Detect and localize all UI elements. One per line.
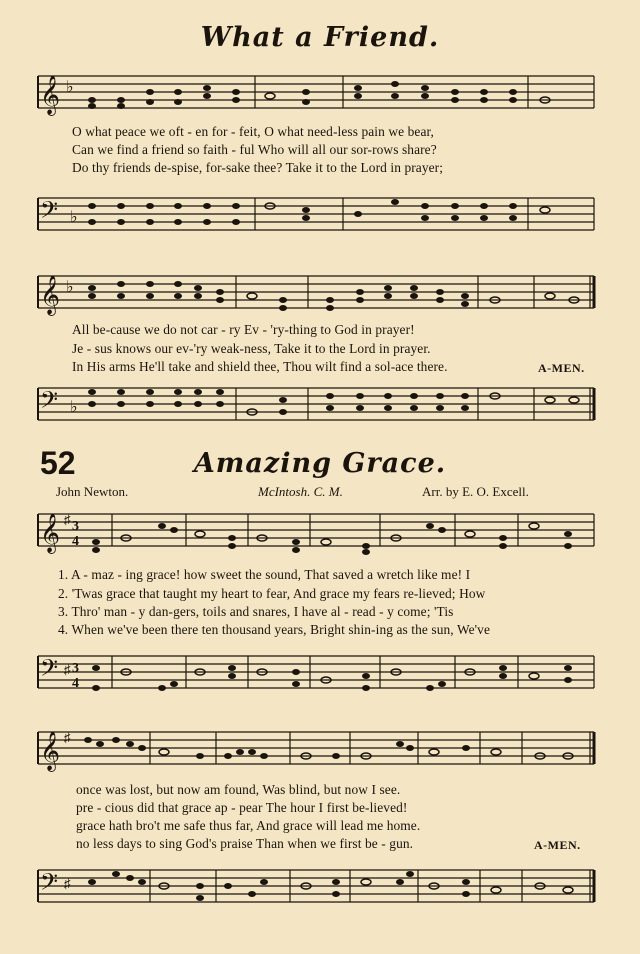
hymn-number: 52 xyxy=(40,445,76,481)
lyric-line: Can we find a friend so faith - ful Who will all our sor-rows share? xyxy=(72,142,437,157)
svg-text:𝄢: 𝄢 xyxy=(40,656,59,687)
music-staff xyxy=(0,72,640,118)
music-staff xyxy=(0,384,640,430)
music-staff xyxy=(0,272,640,318)
svg-text:♯: ♯ xyxy=(64,730,71,745)
lyric-line: Do thy friends de-spise, for-sake thee? Take it to the Lord in prayer; xyxy=(72,160,444,175)
lyric-line: O what peace we oft - en for - feit, O what need-less pain we bear, xyxy=(72,124,434,139)
music-staff xyxy=(0,728,640,778)
svg-text:𝄢: 𝄢 xyxy=(40,870,59,901)
lyric-line: once was lost, but now am found, Was blind, but now I see. xyxy=(76,782,401,797)
svg-text:♭: ♭ xyxy=(70,399,78,416)
svg-text:3: 3 xyxy=(72,661,79,676)
hymn-title-what-a-friend: What a Friend. xyxy=(200,22,440,53)
lyric-line: 1. A - maz - ing grace! how sweet the sound, That saved a wretch like me! I xyxy=(58,567,471,582)
music-staff xyxy=(0,866,640,916)
hymn-title-amazing-grace: Amazing Grace. xyxy=(193,448,447,479)
music-staff xyxy=(0,194,640,240)
lyric-line: 4. When we've been there ten thousand years, Bright shin-ing as the sun, We've xyxy=(58,622,491,637)
svg-text:𝄞: 𝄞 xyxy=(40,277,61,314)
lyric-line: Je - sus knows our ev-'ry weak-ness, Take it to the Lord in prayer. xyxy=(72,341,431,356)
svg-text:♯: ♯ xyxy=(64,512,71,527)
svg-text:𝄢: 𝄢 xyxy=(40,198,59,229)
lyric-line: grace hath bro't me safe thus far, And grace will lead me home. xyxy=(76,818,421,833)
svg-text:𝄞: 𝄞 xyxy=(40,733,61,770)
svg-text:♭: ♭ xyxy=(70,209,78,226)
svg-text:♭: ♭ xyxy=(66,279,74,296)
amen-label: A-MEN. xyxy=(538,361,585,375)
lyric-line: All be-cause we do not car - ry Ev - 'ry-thing to God in prayer! xyxy=(72,322,415,337)
svg-text:4: 4 xyxy=(72,534,79,549)
lyric-line: In His arms He'll take and shield thee, Thou wilt find a sol-ace there. xyxy=(72,359,448,374)
lyric-line: no less days to sing God's praise Than when we first be - gun. xyxy=(76,836,414,851)
music-staff xyxy=(0,510,640,560)
svg-text:𝄞: 𝄞 xyxy=(40,515,61,552)
svg-text:𝄞: 𝄞 xyxy=(40,75,61,115)
svg-text:♯: ♯ xyxy=(64,662,71,677)
svg-text:♯: ♯ xyxy=(64,876,71,891)
svg-text:♭: ♭ xyxy=(66,79,74,96)
author-credit: John Newton. xyxy=(56,484,129,499)
svg-text:𝄢: 𝄢 xyxy=(40,388,59,419)
svg-text:3: 3 xyxy=(72,519,79,534)
tune-credit: McIntosh. C. M. xyxy=(258,484,343,499)
svg-text:4: 4 xyxy=(72,676,79,691)
lyric-line: 3. Thro' man - y dan-gers, toils and snares, I have al - read - y come; 'Tis xyxy=(58,604,454,619)
lyric-line: 2. 'Twas grace that taught my heart to fear, And grace my fears re-lieved; How xyxy=(58,586,486,601)
arranger-credit: Arr. by E. O. Excell. xyxy=(422,484,529,499)
lyric-line: pre - cious did that grace ap - pear The hour I first be-lieved! xyxy=(76,800,408,815)
music-staff xyxy=(0,652,640,702)
amen-label: A-MEN. xyxy=(534,838,581,852)
